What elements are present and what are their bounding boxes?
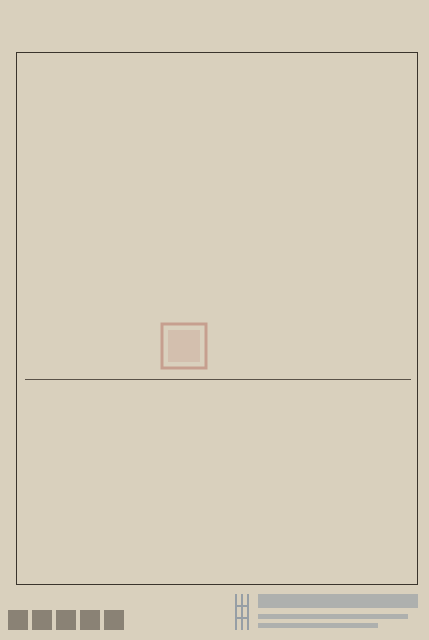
column-divider xyxy=(25,379,411,380)
article-frame xyxy=(16,52,418,585)
article-text-upper xyxy=(25,59,411,373)
archive-stamp-icon xyxy=(6,604,132,634)
red-seal-icon xyxy=(158,320,210,372)
page-header xyxy=(6,2,116,18)
article-text-lower xyxy=(25,385,411,580)
bamboo-culture-watermark-icon xyxy=(226,586,426,636)
